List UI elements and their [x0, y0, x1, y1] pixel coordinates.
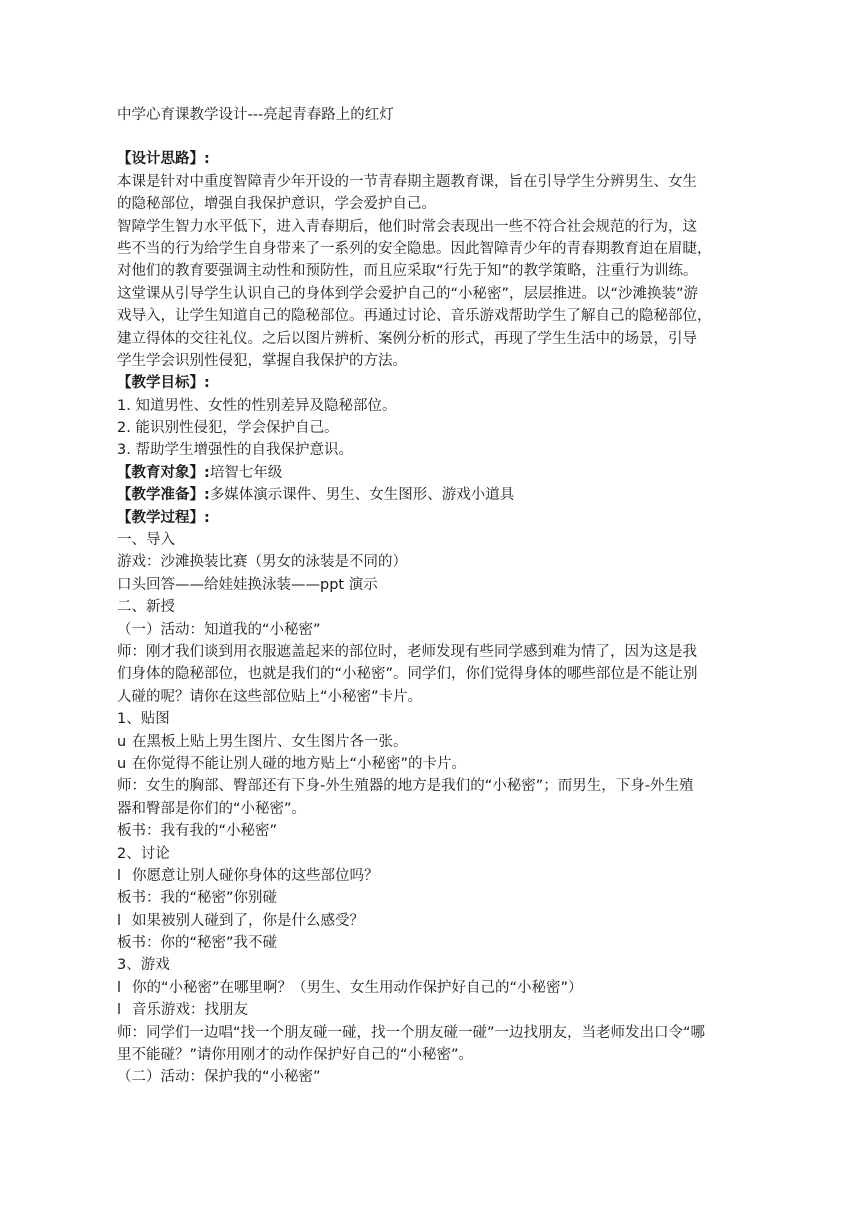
- paragraph-line: 的隐秘部位，增强自我保护意识，学会爱护自己。: [117, 196, 436, 213]
- prep-value: 多媒体演示课件、男生、女生图形、游戏小道具: [209, 487, 515, 504]
- paragraph-line: 对他们的教育要强调主动性和预防性，而且应采取“行先于知”的教学策略，注重行为训练。: [117, 263, 698, 280]
- bullet-item: [117, 977, 744, 999]
- step-1-title: 1、贴图: [117, 711, 170, 728]
- bullet-text: 你的“小秘密”在哪里啊？（男生、女生用动作保护好自己的“小秘密”）: [132, 979, 583, 996]
- bullet-item: [117, 910, 744, 932]
- document-page: [117, 104, 744, 1089]
- goal-item: 1. 知道男性、女性的性别差异及隐秘部位。: [117, 397, 397, 414]
- oral-line: 口头回答——给娃娃换泳装——ppt 演示: [117, 576, 378, 593]
- audience-label: 【教育对象】:: [117, 464, 210, 481]
- bullet-text: 音乐游戏：找朋友: [132, 1002, 248, 1019]
- section-new: 二、新授: [117, 599, 175, 616]
- paragraph-line: 师：同学们一边唱“找一个朋友碰一碰，找一个朋友碰一碰”一边找朋友，当老师发出口令“哪: [117, 1024, 706, 1041]
- audience-row: [117, 462, 744, 484]
- paragraph-line: 建立得体的交往礼仪。之后以图片辨析、案例分析的形式，再现了学生生活中的场景，引导: [117, 330, 697, 347]
- bullet-marker: l: [117, 1002, 122, 1019]
- activity-1-title: （一）活动：知道我的“小秘密”: [117, 621, 321, 638]
- board-note: 板书：你的“秘密”我不碰: [117, 935, 278, 952]
- board-note: 板书：我的“秘密”你别碰: [117, 890, 278, 907]
- bullet-marker: u: [117, 733, 127, 750]
- paragraph-line: 戏导入，让学生知道自己的隐秘部位。再通过讨论、音乐游戏帮助学生了解自己的隐秘部位，: [117, 308, 712, 325]
- bullet-marker: l: [117, 912, 122, 929]
- bullet-text: 如果被别人碰到了，你是什么感受？: [132, 912, 364, 929]
- paragraph-line: 智障学生智力水平低下，进入青春期后，他们时常会表现出一些不符合社会规范的行为，这: [117, 218, 697, 235]
- paragraph-line: 们身体的隐秘部位，也就是我们的“小秘密”。同学们，你们觉得身体的哪些部位是不能让别: [117, 666, 698, 683]
- paragraph-line: 本课是针对中重度智障青少年开设的一节青春期主题教育课，旨在引导学生分辨男生、女生: [117, 173, 697, 190]
- design-paragraph-2: [117, 216, 744, 373]
- paragraph-line: 器和臀部是你们的“小秘密”。: [117, 800, 307, 817]
- step-3-title: 3、游戏: [117, 957, 170, 974]
- game-line: 游戏：沙滩换装比赛（男女的泳装是不同的）: [117, 554, 407, 571]
- paragraph-line: 人碰的呢？请你在这些部位贴上“小秘密”卡片。: [117, 688, 423, 705]
- paragraph-line: 这堂课从引导学生认识自己的身体到学会爱护自己的“小秘密”，层层推进。以“沙滩换装”游: [117, 285, 699, 302]
- design-heading: 【设计思路】:: [117, 151, 210, 168]
- goals-list: [117, 395, 744, 462]
- bullet-text: 在黑板上贴上男生图片、女生图片各一张。: [132, 733, 408, 750]
- paragraph-line: 师：女生的胸部、臀部还有下身-外生殖器的地方是我们的“小秘密”；而男生，下身-外生殖: [117, 778, 694, 795]
- step-2-title: 2、讨论: [117, 845, 170, 862]
- prep-row: [117, 484, 744, 506]
- paragraph-line: 里不能碰？”请你用刚才的动作保护好自己的“小秘密”。: [117, 1047, 474, 1064]
- goal-item: 2. 能识别性侵犯，学会保护自己。: [117, 420, 339, 437]
- teacher-paragraph-3: [117, 1022, 744, 1067]
- bullet-text: 在你觉得不能让别人碰的地方贴上“小秘密”的卡片。: [132, 755, 467, 772]
- goals-heading: 【教学目标】:: [117, 375, 210, 392]
- bullet-marker: u: [117, 755, 127, 772]
- bullet-item: [117, 999, 744, 1021]
- board-note: 板书：我有我的“小秘密”: [117, 823, 278, 840]
- bullet-marker: l: [117, 979, 122, 996]
- audience-value: 培智七年级: [209, 464, 283, 481]
- document-title: 中学心育课教学设计---亮起青春路上的红灯: [117, 107, 394, 123]
- paragraph-line: 师：刚才我们谈到用衣服遮盖起来的部位时，老师发现有些同学感到难为情了，因为这是我: [117, 643, 697, 660]
- bullet-item: [117, 753, 744, 775]
- bullet-item: [117, 865, 744, 887]
- design-paragraph-1: [117, 171, 744, 216]
- paragraph-line: 学生学会识别性侵犯，掌握自我保护的方法。: [117, 352, 407, 369]
- section-intro: 一、导入: [117, 532, 175, 549]
- teacher-paragraph-1: [117, 641, 744, 708]
- activity-2-title: （二）活动：保护我的“小秘密”: [117, 1069, 321, 1086]
- teacher-paragraph-2: [117, 775, 744, 820]
- process-heading: 【教学过程】:: [117, 509, 210, 526]
- prep-label: 【教学准备】:: [117, 487, 210, 504]
- bullet-marker: l: [117, 867, 122, 884]
- goal-item: 3. 帮助学生增强性的自我保护意识。: [117, 442, 353, 459]
- paragraph-line: 些不当的行为给学生自身带来了一系列的安全隐患。因此智障青少年的青春期教育迫在眉睫，: [117, 240, 712, 257]
- bullet-text: 你愿意让别人碰你身体的这些部位吗？: [132, 867, 379, 884]
- bullet-item: [117, 731, 744, 753]
